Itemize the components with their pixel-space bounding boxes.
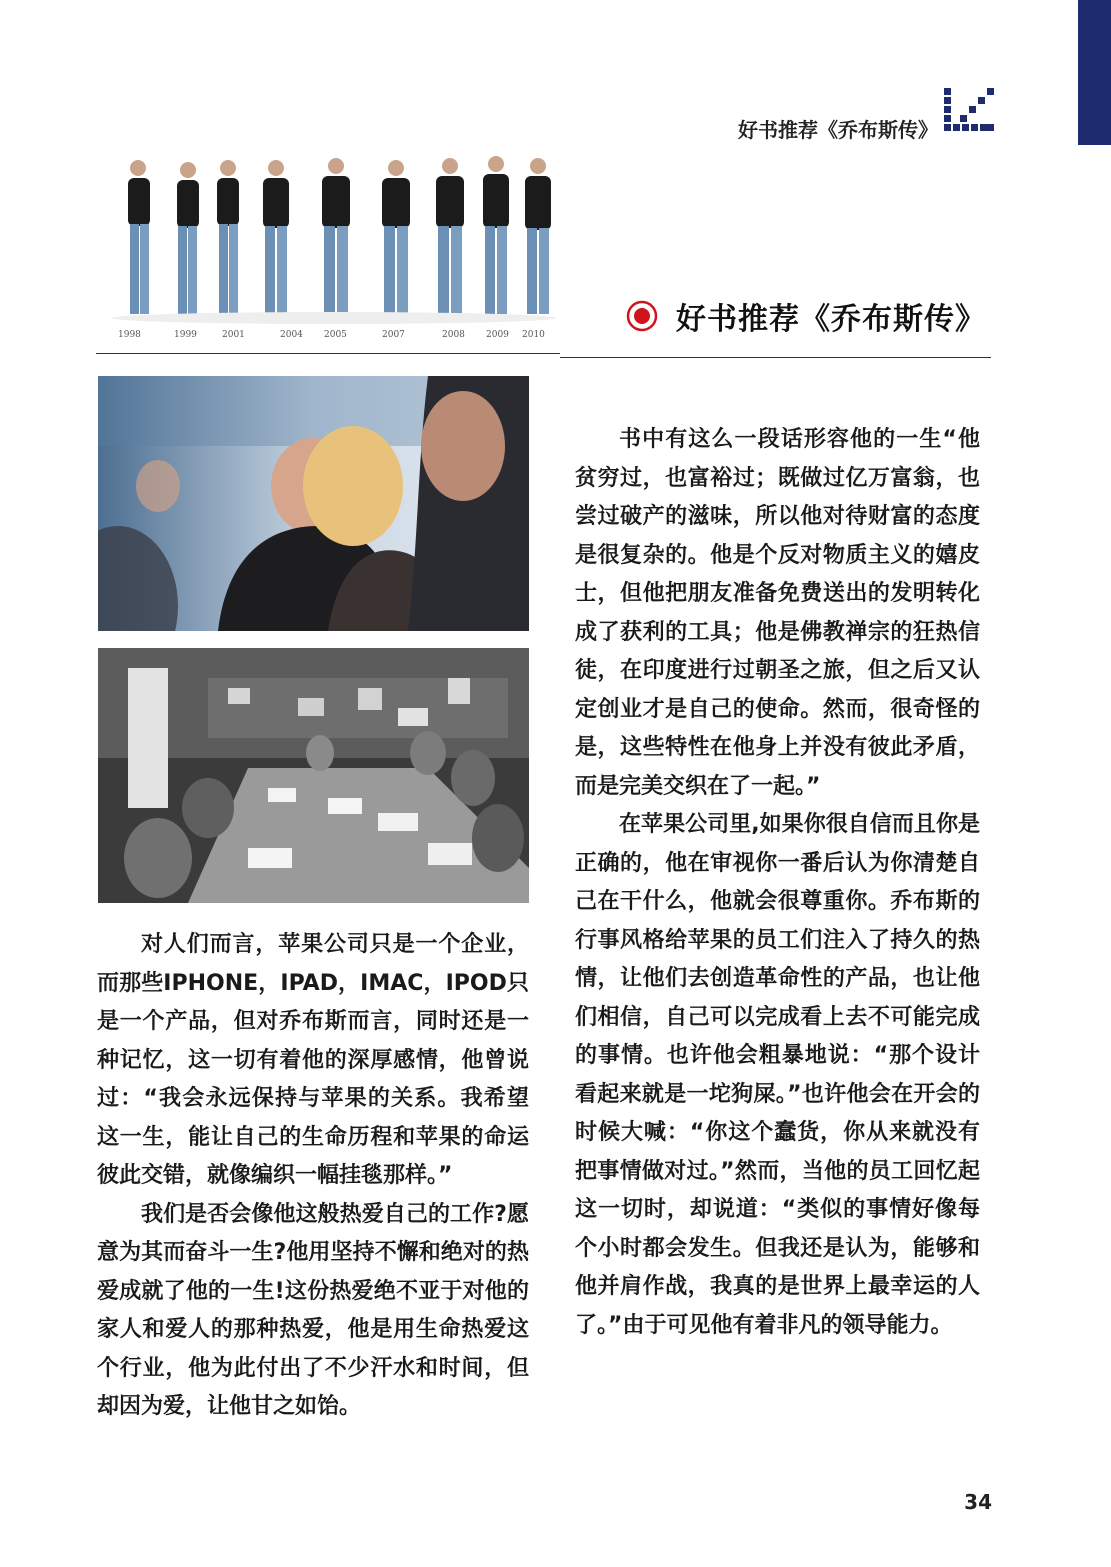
article-column-left	[97, 926, 529, 1427]
divider	[96, 353, 560, 354]
photo-meeting-room	[98, 648, 529, 903]
year-label: 2005	[324, 330, 347, 340]
timeline-photo-strip	[108, 150, 560, 350]
side-color-tab	[1078, 0, 1111, 145]
figure-1999	[177, 162, 199, 314]
timeline-years	[108, 330, 560, 346]
year-label: 2008	[442, 330, 465, 340]
target-bullet-icon	[626, 300, 658, 332]
year-label: 2009	[486, 330, 509, 340]
figure-1998	[128, 160, 150, 314]
year-label: 1999	[174, 330, 197, 340]
grid-logo-icon	[944, 88, 994, 138]
paragraph: 对人们而言，苹果公司只是一个企业，而那些IPHONE，IPAD，IMAC，IPOD只是一个产品，但对乔布斯而言，同时还是一种记忆，这一切有着他的深厚感情，他曾说过：“我会永远保持与苹果的关系。我希望这一生，能让自己的生命历程和苹果的命运彼此交错，就像编织一幅挂毯那样。”	[97, 932, 529, 1188]
figure-2001	[217, 160, 239, 314]
year-label: 2010	[522, 330, 545, 340]
paragraph: 我们是否会像他这般热爱自己的工作?愿意为其而奋斗一生?他用坚持不懈和绝对的热爱成就了他的一生!这份热爱绝不亚于对他的家人和爱人的那种热爱，他是用生命热爱这个行业，他为此付出了不少汗水和时间，但却因为爱，让他甘之如饴。	[97, 1201, 529, 1419]
year-label: 2007	[382, 330, 405, 340]
paragraph: 在苹果公司里,如果你很自信而且你是正确的，他在审视你一番后认为你清楚自己在干什么，他就会很尊重你。乔布斯的行事风格给苹果的员工们注入了持久的热情，让他们去创造革命性的产品，也让他们相信，自己可以完成看上去不可能完成的事情。也许他会粗暴地说：“那个设计看起来就是一坨狗屎。”也许他会在开会的时候大喊：“你这个蠢货，你从来就没有把事情做对过。”然而，当他的员工回忆起这一切时，却说道：“类似的事情好像每个小时都会发生。但我还是认为，能够和他并肩作战，我真的是世界上最幸运的人了。”由于可见他有着非凡的领导能力。	[575, 812, 980, 1338]
page-number: 34	[964, 1490, 992, 1514]
section-title: 好书推荐《乔布斯传》	[676, 302, 986, 337]
year-label: 2004	[280, 330, 303, 340]
photo-embrace	[98, 376, 529, 631]
running-header: 好书推荐《乔布斯传》	[738, 118, 938, 142]
year-label: 2001	[222, 330, 245, 340]
year-label: 1998	[118, 330, 141, 340]
paragraph: 书中有这么一段话形容他的一生“他贫穷过，也富裕过；既做过亿万富翁，也尝过破产的滋味，所以他对待财富的态度是很复杂的。他是个反对物质主义的嬉皮士，但他把朋友准备免费送出的发明转化成了获利的工具；他是佛教禅宗的狂热信徒，在印度进行过朝圣之旅，但之后又认定创业才是自己的使命。然而，很奇怪的是，这些特性在他身上并没有彼此矛盾，而是完美交织在了一起。”	[575, 427, 980, 799]
divider	[560, 357, 991, 358]
article-column-right	[575, 421, 980, 1345]
